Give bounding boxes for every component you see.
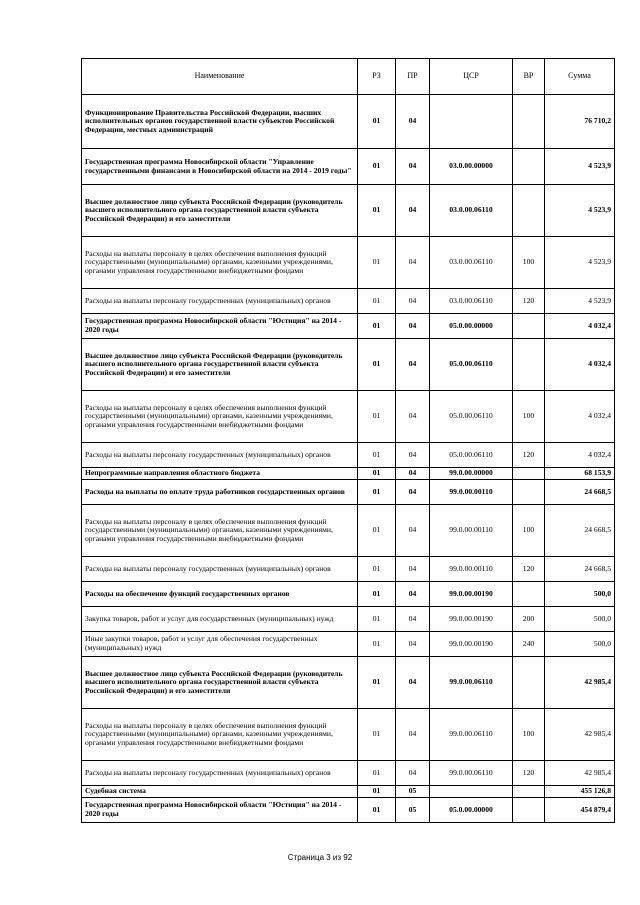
cell-pr: 05 xyxy=(396,786,430,798)
table-row xyxy=(82,557,615,582)
cell-csr: 99.0.00.00110 xyxy=(430,480,513,505)
cell-name: Расходы на обеспечение функций государственных органов xyxy=(82,582,358,607)
cell-name: Расходы на выплаты персоналу в целях обеспечения выполнения функций государственными (муниципальными) органами, казенными учреждениями, органами управления государственными внебюджетными фондами xyxy=(82,391,358,443)
cell-name: Расходы на выплаты персоналу государственных (муниципальных) органов xyxy=(82,557,358,582)
cell-name: Расходы на выплаты персоналу государственных (муниципальных) органов xyxy=(82,443,358,468)
header-pr: ПР xyxy=(396,59,430,95)
cell-name: Судебная система xyxy=(82,786,358,798)
cell-pr: 04 xyxy=(396,391,430,443)
cell-csr xyxy=(430,786,513,798)
cell-rz: 01 xyxy=(358,149,396,185)
cell-name: Расходы на выплаты персоналу в целях обеспечения выполнения функций государственными (муниципальными) органами, казенными учреждениями, органами управления государственными внебюджетными фондами xyxy=(82,237,358,289)
cell-sum: 76 710,2 xyxy=(545,95,615,149)
cell-sum: 4 032,4 xyxy=(545,314,615,339)
cell-sum: 500,0 xyxy=(545,607,615,632)
cell-vr: 120 xyxy=(513,289,545,314)
cell-vr: 120 xyxy=(513,761,545,786)
cell-sum: 500,0 xyxy=(545,632,615,657)
cell-rz: 01 xyxy=(358,468,396,480)
cell-csr: 03.0.00.00000 xyxy=(430,149,513,185)
cell-name: Расходы на выплаты по оплате труда работников государственных органов xyxy=(82,480,358,505)
cell-sum: 455 126,8 xyxy=(545,786,615,798)
cell-rz: 01 xyxy=(358,314,396,339)
cell-name: Расходы на выплаты персоналу государственных (муниципальных) органов xyxy=(82,761,358,786)
cell-vr: 120 xyxy=(513,443,545,468)
cell-rz: 01 xyxy=(358,761,396,786)
budget-table xyxy=(81,58,615,823)
cell-csr: 99.0.00.00110 xyxy=(430,505,513,557)
cell-sum: 454 879,4 xyxy=(545,798,615,823)
cell-csr: 05.0.00.00000 xyxy=(430,314,513,339)
cell-pr: 04 xyxy=(396,607,430,632)
cell-csr: 99.0.00.00000 xyxy=(430,468,513,480)
table-row xyxy=(82,289,615,314)
cell-csr: 99.0.00.00190 xyxy=(430,632,513,657)
cell-sum: 4 523,9 xyxy=(545,149,615,185)
cell-sum: 68 153,9 xyxy=(545,468,615,480)
cell-pr: 04 xyxy=(396,149,430,185)
cell-pr: 04 xyxy=(396,480,430,505)
table-row xyxy=(82,761,615,786)
table-row xyxy=(82,237,615,289)
cell-vr xyxy=(513,786,545,798)
cell-sum: 4 032,4 xyxy=(545,339,615,391)
cell-vr: 120 xyxy=(513,557,545,582)
header-rz: РЗ xyxy=(358,59,396,95)
cell-sum: 4 032,4 xyxy=(545,443,615,468)
table-body xyxy=(82,95,615,823)
cell-pr: 04 xyxy=(396,314,430,339)
table-row xyxy=(82,468,615,480)
cell-pr: 04 xyxy=(396,443,430,468)
table-row xyxy=(82,314,615,339)
cell-rz: 01 xyxy=(358,185,396,237)
cell-vr xyxy=(513,480,545,505)
cell-rz: 01 xyxy=(358,798,396,823)
cell-pr: 04 xyxy=(396,468,430,480)
cell-csr: 05.0.00.06110 xyxy=(430,443,513,468)
cell-vr: 200 xyxy=(513,607,545,632)
cell-vr: 100 xyxy=(513,505,545,557)
cell-vr: 240 xyxy=(513,632,545,657)
cell-pr: 04 xyxy=(396,761,430,786)
cell-rz: 01 xyxy=(358,505,396,557)
cell-pr: 05 xyxy=(396,798,430,823)
cell-rz: 01 xyxy=(358,786,396,798)
cell-pr: 04 xyxy=(396,557,430,582)
cell-name: Высшее должностное лицо субъекта Российской Федерации (руководитель высшего исполнительного органа государственной власти субъекта Российской Федерации) и его заместители xyxy=(82,339,358,391)
header-vr: ВР xyxy=(513,59,545,95)
cell-rz: 01 xyxy=(358,557,396,582)
cell-name: Высшее должностное лицо субъекта Российской Федерации (руководитель высшего исполнительного органа государственной власти субъекта Российской Федерации) и его заместители xyxy=(82,657,358,709)
cell-sum: 24 668,5 xyxy=(545,480,615,505)
cell-pr: 04 xyxy=(396,505,430,557)
cell-name: Непрограммные направления областного бюджета xyxy=(82,468,358,480)
cell-csr: 99.0.00.00190 xyxy=(430,607,513,632)
cell-vr xyxy=(513,798,545,823)
cell-pr: 04 xyxy=(396,95,430,149)
cell-rz: 01 xyxy=(358,657,396,709)
table-row xyxy=(82,149,615,185)
cell-rz: 01 xyxy=(358,480,396,505)
cell-pr: 04 xyxy=(396,339,430,391)
cell-pr: 04 xyxy=(396,582,430,607)
cell-vr: 100 xyxy=(513,709,545,761)
header-csr: ЦСР xyxy=(430,59,513,95)
table-row xyxy=(82,632,615,657)
cell-vr: 100 xyxy=(513,391,545,443)
table-row xyxy=(82,786,615,798)
cell-csr: 99.0.00.06110 xyxy=(430,761,513,786)
cell-name: Государственная программа Новосибирской области "Юстиция" на 2014 - 2020 годы xyxy=(82,314,358,339)
cell-rz: 01 xyxy=(358,339,396,391)
table-row xyxy=(82,657,615,709)
cell-pr: 04 xyxy=(396,289,430,314)
cell-vr: 100 xyxy=(513,237,545,289)
cell-vr xyxy=(513,185,545,237)
cell-csr: 03.0.00.06110 xyxy=(430,185,513,237)
cell-name: Закупка товаров, работ и услуг для государственных (муниципальных) нужд xyxy=(82,607,358,632)
cell-csr: 05.0.00.00000 xyxy=(430,798,513,823)
cell-name: Иные закупки товаров, работ и услуг для обеспечения государственных (муниципальных) нужд xyxy=(82,632,358,657)
table-row xyxy=(82,185,615,237)
cell-vr xyxy=(513,149,545,185)
cell-rz: 01 xyxy=(358,709,396,761)
cell-sum: 24 668,5 xyxy=(545,505,615,557)
cell-sum: 24 668,5 xyxy=(545,557,615,582)
cell-sum: 4 523,9 xyxy=(545,185,615,237)
cell-name: Государственная программа Новосибирской области "Управление государственными финансами в Новосибирской области на 2014 - 2019 годы" xyxy=(82,149,358,185)
cell-pr: 04 xyxy=(396,709,430,761)
table-row xyxy=(82,95,615,149)
table-row xyxy=(82,798,615,823)
header-sum: Сумма xyxy=(545,59,615,95)
cell-vr xyxy=(513,468,545,480)
cell-rz: 01 xyxy=(358,443,396,468)
cell-sum: 4 032,4 xyxy=(545,391,615,443)
cell-csr: 05.0.00.06110 xyxy=(430,391,513,443)
cell-csr: 05.0.00.06110 xyxy=(430,339,513,391)
page-number: Страница 3 из 92 xyxy=(287,853,353,862)
cell-csr: 99.0.00.06110 xyxy=(430,657,513,709)
cell-vr xyxy=(513,657,545,709)
cell-sum: 500,0 xyxy=(545,582,615,607)
table-row xyxy=(82,391,615,443)
table-row xyxy=(82,480,615,505)
cell-rz: 01 xyxy=(358,289,396,314)
cell-vr xyxy=(513,314,545,339)
cell-rz: 01 xyxy=(358,582,396,607)
cell-rz: 01 xyxy=(358,95,396,149)
cell-csr: 99.0.00.00190 xyxy=(430,582,513,607)
cell-csr: 99.0.00.00110 xyxy=(430,557,513,582)
cell-vr xyxy=(513,339,545,391)
table-header-row xyxy=(82,59,615,95)
cell-rz: 01 xyxy=(358,632,396,657)
cell-vr xyxy=(513,95,545,149)
cell-sum: 42 985,4 xyxy=(545,761,615,786)
cell-pr: 04 xyxy=(396,237,430,289)
cell-name: Расходы на выплаты персоналу в целях обеспечения выполнения функций государственными (муниципальными) органами, казенными учреждениями, органами управления государственными внебюджетными фондами xyxy=(82,709,358,761)
cell-name: Государственная программа Новосибирской области "Юстиция" на 2014 - 2020 годы xyxy=(82,798,358,823)
cell-sum: 42 985,4 xyxy=(545,709,615,761)
table-row xyxy=(82,505,615,557)
cell-name: Расходы на выплаты персоналу в целях обеспечения выполнения функций государственными (муниципальными) органами, казенными учреждениями, органами управления государственными внебюджетными фондами xyxy=(82,505,358,557)
cell-pr: 04 xyxy=(396,185,430,237)
cell-sum: 42 985,4 xyxy=(545,657,615,709)
cell-sum: 4 523,9 xyxy=(545,289,615,314)
cell-rz: 01 xyxy=(358,391,396,443)
cell-name: Функционирование Правительства Российской Федерации, высших исполнительных органов государственной власти субъектов Российской Федерации, местных администраций xyxy=(82,95,358,149)
cell-csr: 99.0.00.06110 xyxy=(430,709,513,761)
header-name: Наименование xyxy=(82,59,358,95)
cell-name: Высшее должностное лицо субъекта Российской Федерации (руководитель высшего исполнительного органа государственной власти субъекта Российской Федерации) и его заместители xyxy=(82,185,358,237)
cell-pr: 04 xyxy=(396,632,430,657)
table-row xyxy=(82,582,615,607)
table-row xyxy=(82,443,615,468)
table-row xyxy=(82,607,615,632)
cell-name: Расходы на выплаты персоналу государственных (муниципальных) органов xyxy=(82,289,358,314)
table-row xyxy=(82,339,615,391)
cell-vr xyxy=(513,582,545,607)
cell-sum: 4 523,9 xyxy=(545,237,615,289)
cell-pr: 04 xyxy=(396,657,430,709)
cell-csr: 03.0.00.06110 xyxy=(430,289,513,314)
cell-rz: 01 xyxy=(358,607,396,632)
table-row xyxy=(82,709,615,761)
cell-csr xyxy=(430,95,513,149)
cell-csr: 03.0.00.06110 xyxy=(430,237,513,289)
cell-rz: 01 xyxy=(358,237,396,289)
